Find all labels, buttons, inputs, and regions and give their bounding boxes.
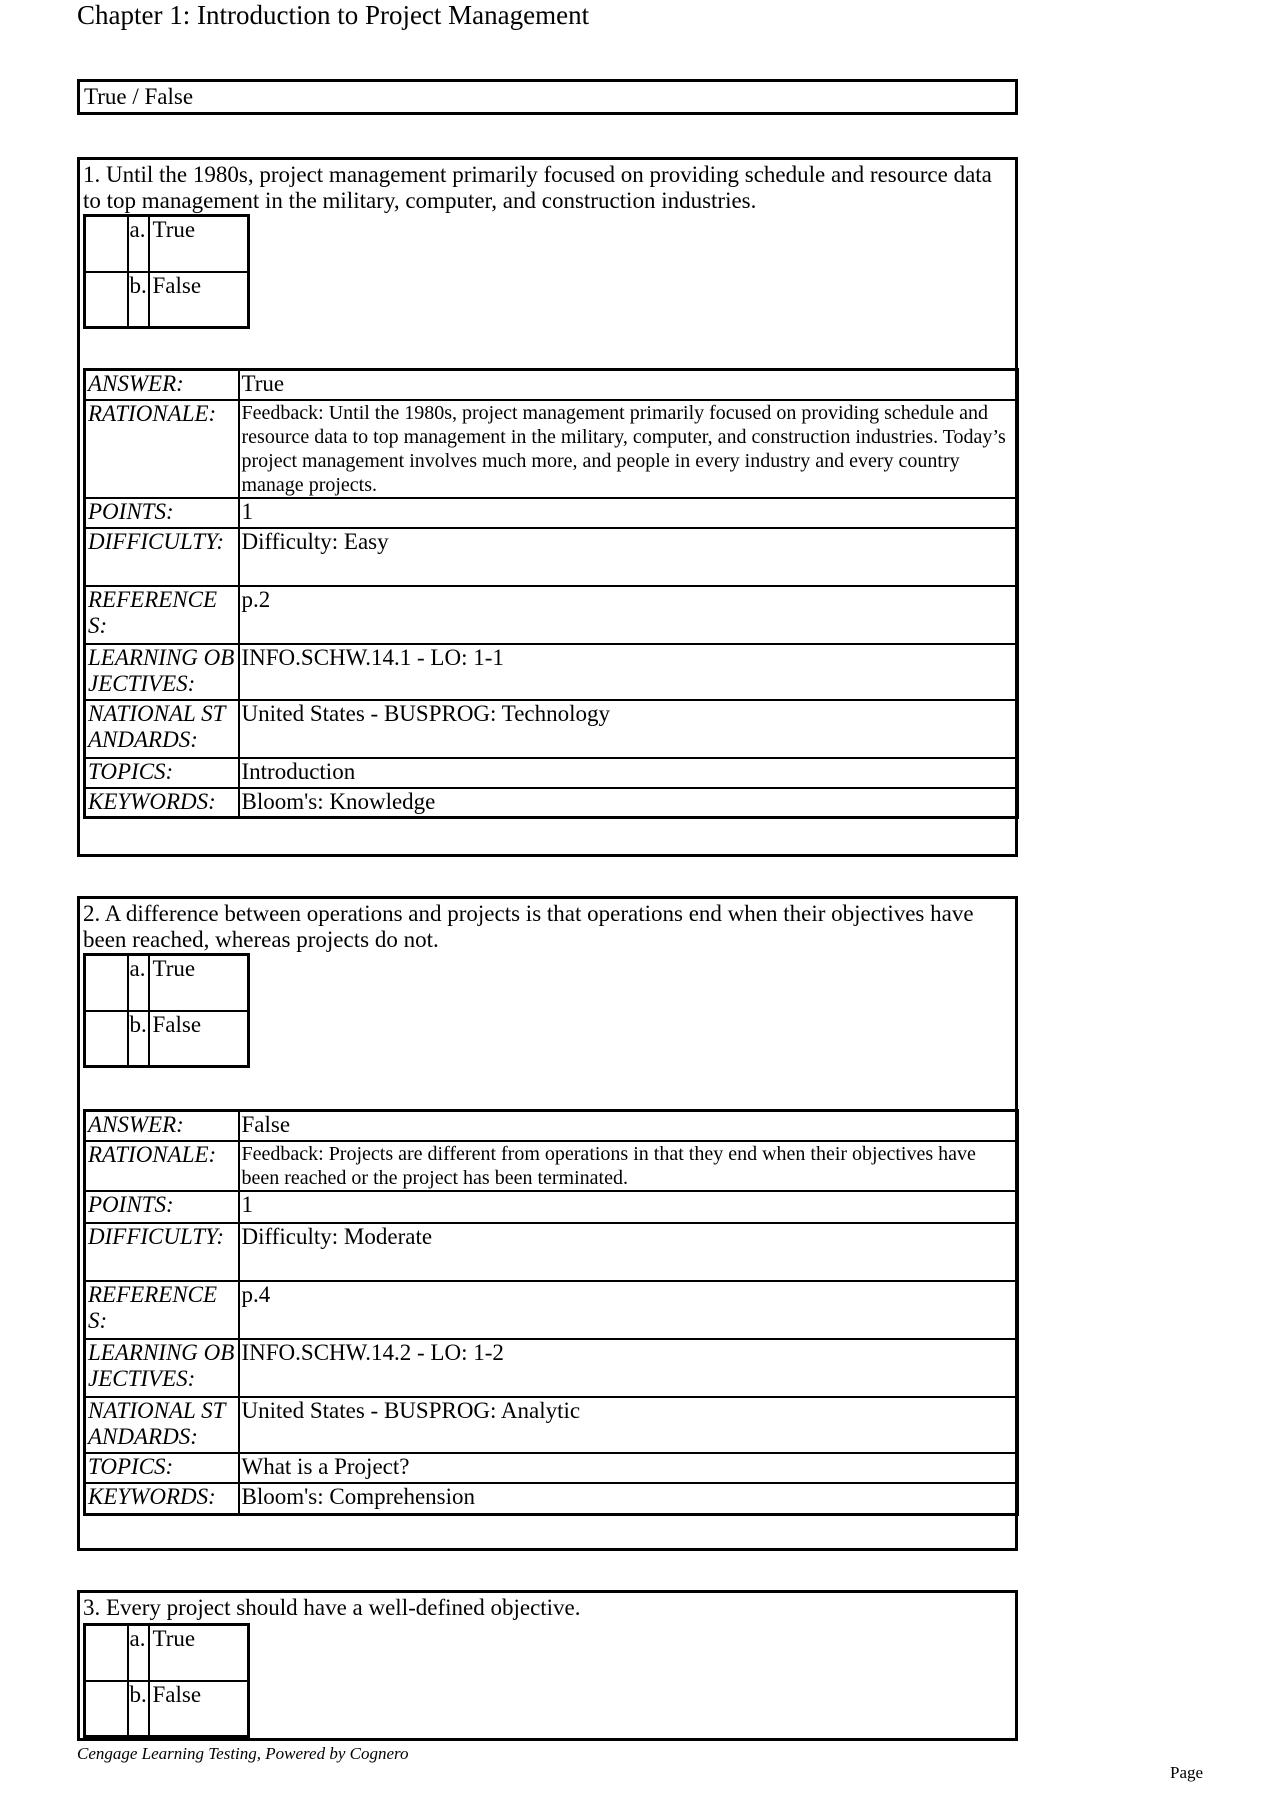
meta-row-references: [85, 1281, 1018, 1339]
topics-value: Introduction: [239, 758, 1018, 788]
choice-row-b[interactable]: [85, 272, 249, 328]
meta-row-answer: [85, 1111, 1018, 1141]
answer-metadata-table: [83, 368, 1019, 819]
meta-row-national-standards: [85, 700, 1018, 758]
choice-letter: b.: [128, 1011, 149, 1067]
meta-label: KEYWORDS:: [85, 788, 239, 818]
question-block-3: [77, 1590, 1018, 1741]
question-block-2: [77, 896, 1018, 1551]
choice-row-b[interactable]: [85, 1681, 249, 1737]
national-standards-value: United States - BUSPROG: Technology: [239, 700, 1018, 758]
question-text: 1. Until the 1980s, project management primarily focused on providing schedule and resource data to top management in the military, computer, and construction industries.: [83, 162, 992, 213]
meta-label: NATIONAL STANDARDS:: [85, 700, 239, 758]
page-title: Chapter 1: Introduction to Project Management: [77, 0, 590, 30]
meta-label: RATIONALE:: [85, 1141, 239, 1191]
meta-label: LEARNING OBJECTIVES:: [85, 644, 239, 700]
meta-label: TOPICS:: [85, 758, 239, 788]
difficulty-value: Difficulty: Moderate: [239, 1223, 1018, 1281]
choice-marker-cell[interactable]: [85, 1681, 128, 1737]
meta-row-points: [85, 1191, 1018, 1223]
meta-label: DIFFICULTY:: [85, 528, 239, 586]
meta-label: POINTS:: [85, 1191, 239, 1223]
difficulty-value: Difficulty: Easy: [239, 528, 1018, 586]
points-value: 1: [239, 498, 1018, 528]
national-standards-value: United States - BUSPROG: Analytic: [239, 1397, 1018, 1453]
choice-marker-cell[interactable]: [85, 955, 128, 1011]
meta-row-difficulty: [85, 1223, 1018, 1281]
footer-page-label: Page: [1170, 1763, 1204, 1782]
choice-text: False: [149, 1011, 249, 1067]
meta-label: ANSWER:: [85, 1111, 239, 1141]
learning-objectives-value: INFO.SCHW.14.1 - LO: 1-1: [239, 644, 1018, 700]
points-value: 1: [239, 1191, 1018, 1223]
answer-metadata-table: [83, 1109, 1019, 1516]
rationale-value: Feedback: Projects are different from operations in that they end when their objectives have been reached or the project has been terminated.: [239, 1141, 1018, 1191]
choice-marker-cell[interactable]: [85, 1625, 128, 1681]
choice-text: True: [149, 955, 249, 1011]
choice-letter: b.: [128, 272, 149, 328]
meta-row-references: [85, 586, 1018, 644]
meta-label: RATIONALE:: [85, 400, 239, 498]
meta-label: POINTS:: [85, 498, 239, 528]
meta-row-topics: [85, 758, 1018, 788]
meta-label: NATIONAL STANDARDS:: [85, 1397, 239, 1453]
meta-row-rationale: [85, 400, 1018, 498]
choice-text: False: [149, 272, 249, 328]
choice-text: True: [149, 1625, 249, 1681]
meta-label: REFERENCES:: [85, 1281, 239, 1339]
choice-letter: b.: [128, 1681, 149, 1737]
rationale-value: Feedback: Until the 1980s, project management primarily focused on providing schedule and resource data to top management in the military, computer, and construction industries. Today’s project management involves much more, and people in every industry and every country manage projects.: [239, 400, 1018, 498]
section-header: True / False: [77, 79, 1018, 115]
choice-marker-cell[interactable]: [85, 272, 128, 328]
meta-label: DIFFICULTY:: [85, 1223, 239, 1281]
answer-choices: [83, 953, 250, 1068]
meta-label: TOPICS:: [85, 1453, 239, 1483]
question-block-1: [77, 157, 1018, 857]
choice-marker-cell[interactable]: [85, 1011, 128, 1067]
meta-row-learning-objectives: [85, 644, 1018, 700]
answer-value: True: [239, 370, 1018, 400]
learning-objectives-value: INFO.SCHW.14.2 - LO: 1-2: [239, 1339, 1018, 1397]
footer-publisher: Cengage Learning Testing, Powered by Cognero: [77, 1744, 409, 1763]
choice-row-b[interactable]: [85, 1011, 249, 1067]
meta-row-points: [85, 498, 1018, 528]
answer-choices: [83, 1623, 250, 1738]
topics-value: What is a Project?: [239, 1453, 1018, 1483]
meta-row-national-standards: [85, 1397, 1018, 1453]
choice-row-a[interactable]: [85, 1625, 249, 1681]
meta-label: LEARNING OBJECTIVES:: [85, 1339, 239, 1397]
meta-row-learning-objectives: [85, 1339, 1018, 1397]
choice-text: False: [149, 1681, 249, 1737]
meta-label: ANSWER:: [85, 370, 239, 400]
meta-row-rationale: [85, 1141, 1018, 1191]
choice-marker-cell[interactable]: [85, 216, 128, 272]
keywords-value: Bloom's: Comprehension: [239, 1483, 1018, 1515]
choice-row-a[interactable]: [85, 216, 249, 272]
meta-label: REFERENCES:: [85, 586, 239, 644]
choice-letter: a.: [128, 1625, 149, 1681]
references-value: p.4: [239, 1281, 1018, 1339]
meta-row-answer: [85, 370, 1018, 400]
answer-value: False: [239, 1111, 1018, 1141]
keywords-value: Bloom's: Knowledge: [239, 788, 1018, 818]
choice-row-a[interactable]: [85, 955, 249, 1011]
meta-row-keywords: [85, 788, 1018, 818]
question-text: 3. Every project should have a well-defined objective.: [83, 1595, 581, 1620]
references-value: p.2: [239, 586, 1018, 644]
meta-label: KEYWORDS:: [85, 1483, 239, 1515]
choice-letter: a.: [128, 955, 149, 1011]
choice-letter: a.: [128, 216, 149, 272]
meta-row-difficulty: [85, 528, 1018, 586]
choice-text: True: [149, 216, 249, 272]
meta-row-topics: [85, 1453, 1018, 1483]
meta-row-keywords: [85, 1483, 1018, 1515]
question-text: 2. A difference between operations and projects is that operations end when their objectives have been reached, whereas projects do not.: [83, 901, 974, 952]
answer-choices: [83, 214, 250, 329]
